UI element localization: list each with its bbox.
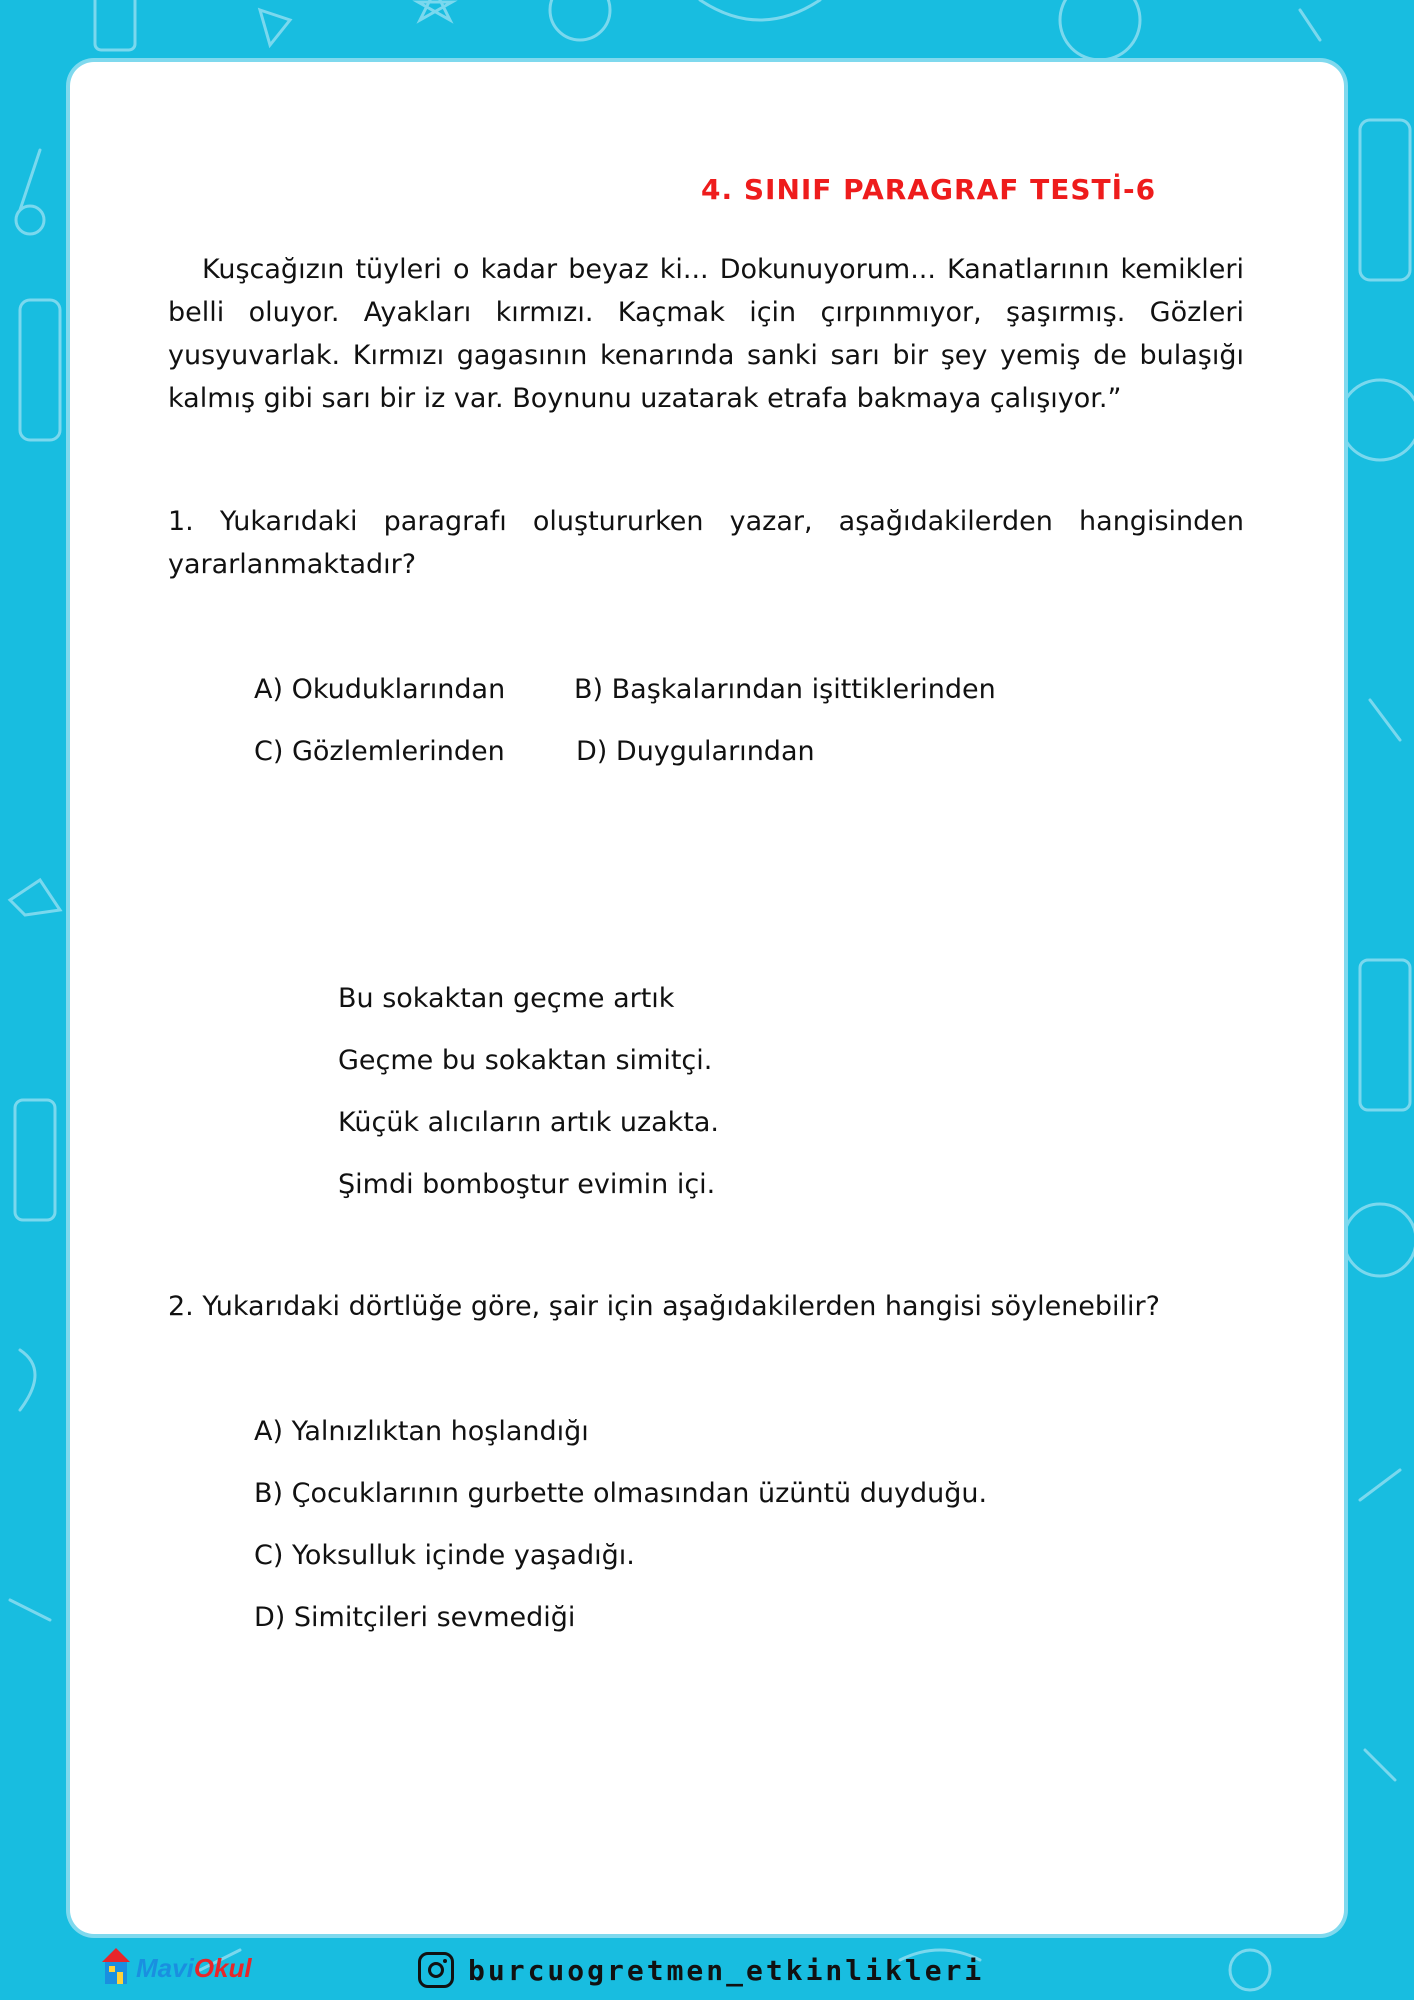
footer-instagram (418, 1948, 984, 1992)
reading-paragraph: Kuşcağızın tüyleri o kadar beyaz ki... Dokunuyorum... Kanatlarının kemikleri belli oluyor. Ayakları kırmızı. Kaçmak için çırpınmıyor, şaşırmış. Gözleri yusyuvarlak. Kırmızı gagasının kenarında sanki sarı bir şey yemiş de bulaşığı kalmış gibi sarı bir iz var. Boynunu uzatarak etrafa bakmaya çalışıyor.” (168, 254, 1244, 414)
instagram-icon (418, 1952, 454, 1988)
question-2-option-c: C) Yoksulluk içinde yaşadığı. (254, 1540, 635, 1571)
question-2-text: 2. Yukarıdaki dörtlüğe göre, şair için aşağıdakilerden hangisi söylenebilir? (168, 1291, 1160, 1322)
question-2-option-a: A) Yalnızlıktan hoşlandığı (254, 1416, 589, 1447)
question-1-text: 1. Yukarıdaki paragrafı oluştururken yazar, aşağıdakilerden hangisinden yararlanmaktadır? (168, 506, 1244, 580)
question-2-option-b: B) Çocuklarının gurbette olmasından üzüntü duyduğu. (254, 1478, 988, 1509)
house-icon (100, 1942, 132, 1986)
poem-line-4: Şimdi bomboştur evimin içi. (338, 1169, 716, 1200)
mavi-okul-logo (100, 1942, 252, 1986)
page-title: 4. SINIF PARAGRAF TESTİ-6 (701, 173, 1157, 206)
question-1-option-c: C) Gözlemlerinden (254, 736, 505, 767)
logo-text-okul: Okul (193, 1953, 252, 1983)
instagram-handle: burcuogretmen_etkinlikleri (468, 1953, 985, 1987)
logo-text-mavi: Mavi (136, 1953, 194, 1983)
poem-line-2: Geçme bu sokaktan simitçi. (338, 1045, 713, 1076)
question-1-option-b: B) Başkalarından işittiklerinden (574, 674, 996, 705)
logo-text (136, 1950, 252, 1986)
poem-line-1: Bu sokaktan geçme artık (338, 983, 675, 1014)
question-1-option-d: D) Duygularından (576, 736, 815, 767)
question-2-option-d: D) Simitçileri sevmediği (254, 1602, 576, 1633)
poem-line-3: Küçük alıcıların artık uzakta. (338, 1107, 720, 1138)
question-1-option-a: A) Okuduklarından (254, 674, 506, 705)
